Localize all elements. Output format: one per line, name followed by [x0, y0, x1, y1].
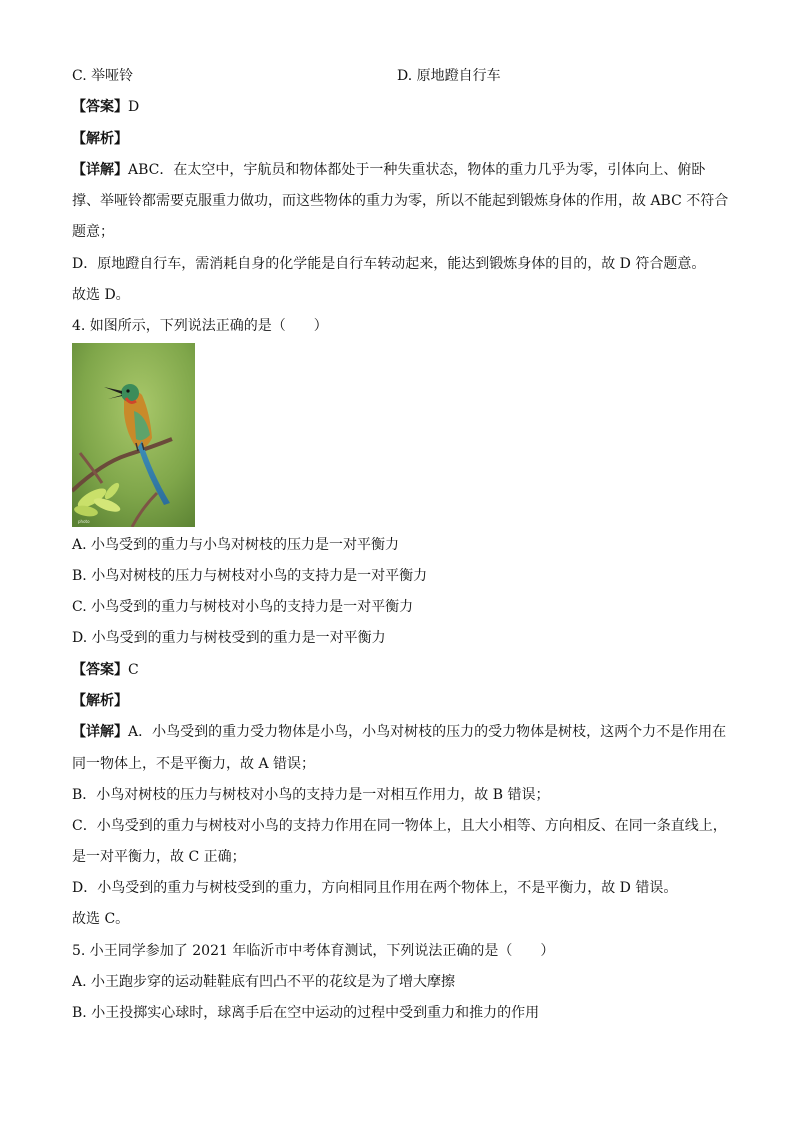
- detail-line-3: 题意；: [72, 224, 114, 240]
- option-d: D. 原地蹬自行车: [397, 68, 501, 84]
- q4-detail-line-3: B．小鸟对树枝的压力与树枝对小鸟的支持力是一对相互作用力，故 B 错误；: [72, 787, 550, 803]
- q4-detail-line-1: [72, 722, 726, 742]
- option-c: C. 举哑铃: [72, 68, 134, 84]
- q4-detail-line-6: D．小鸟受到的重力与树枝受到的重力，方向相同且作用在两个物体上，不是平衡力，故 D 错误。: [72, 880, 678, 896]
- question-5-stem: 5. 小王同学参加了 2021 年临沂市中考体育测试，下列说法正确的是（ ）: [72, 943, 555, 959]
- q4-option-a: A. 小鸟受到的重力与小鸟对树枝的压力是一对平衡力: [72, 537, 400, 553]
- q5-option-b: B. 小王投掷实心球时，球离手后在空中运动的过程中受到重力和推力的作用: [72, 1005, 540, 1021]
- detail-text: ABC．在太空中，宇航员和物体都处于一种失重状态，物体的重力几乎为零，引体向上、俯卧: [128, 162, 706, 178]
- q4-detail-text: A．小鸟受到的重力受力物体是小鸟，小鸟对树枝的压力的受力物体是树枝，这两个力不是作用在: [128, 724, 727, 740]
- analysis-tag: 【解析】: [72, 131, 128, 147]
- svg-text:photo: photo: [78, 519, 90, 524]
- q4-option-c: C. 小鸟受到的重力与树枝对小鸟的支持力是一对平衡力: [72, 599, 414, 615]
- q4-detail-line-2: 同一物体上，不是平衡力，故 A 错误；: [72, 756, 316, 772]
- q4-detail-line-4: C．小鸟受到的重力与树枝对小鸟的支持力作用在同一物体上，且大小相等、方向相反、在同一条直线上，: [72, 818, 727, 834]
- answer-value: D: [128, 99, 140, 115]
- q4-answer-tag: 【答案】: [72, 662, 128, 678]
- q4-analysis-tag: 【解析】: [72, 693, 128, 709]
- q4-detail-line-5: 是一对平衡力，故 C 正确；: [72, 849, 246, 865]
- q5-option-a: A. 小王跑步穿的运动鞋鞋底有凹凸不平的花纹是为了增大摩擦: [72, 974, 456, 990]
- detail-line-4: D．原地蹬自行车，需消耗自身的化学能是自行车转动起来，能达到锻炼身体的目的，故 D 符合题意。: [72, 256, 706, 272]
- bird-on-branch-photo: [72, 343, 195, 527]
- detail-line-1: [72, 160, 705, 180]
- q4-conclusion: 故选 C。: [72, 911, 130, 927]
- answer-tag: 【答案】: [72, 99, 128, 115]
- detail-line-2: 撑、举哑铃都需要克服重力做功，而这些物体的重力为零，所以不能起到锻炼身体的作用，故 ABC 不符合: [72, 193, 729, 209]
- q4-option-b: B. 小鸟对树枝的压力与树枝对小鸟的支持力是一对平衡力: [72, 568, 428, 584]
- q4-answer-row: [72, 660, 139, 680]
- question-4-stem: 4. 如图所示，下列说法正确的是（ ）: [72, 318, 328, 334]
- q4-option-d: D. 小鸟受到的重力与树枝受到的重力是一对平衡力: [72, 630, 386, 646]
- detail-tag: 【详解】: [72, 162, 128, 178]
- answer-row: [72, 97, 139, 117]
- q4-answer-value: C: [128, 662, 139, 678]
- q4-detail-tag: 【详解】: [72, 724, 128, 740]
- conclusion: 故选 D。: [72, 287, 130, 303]
